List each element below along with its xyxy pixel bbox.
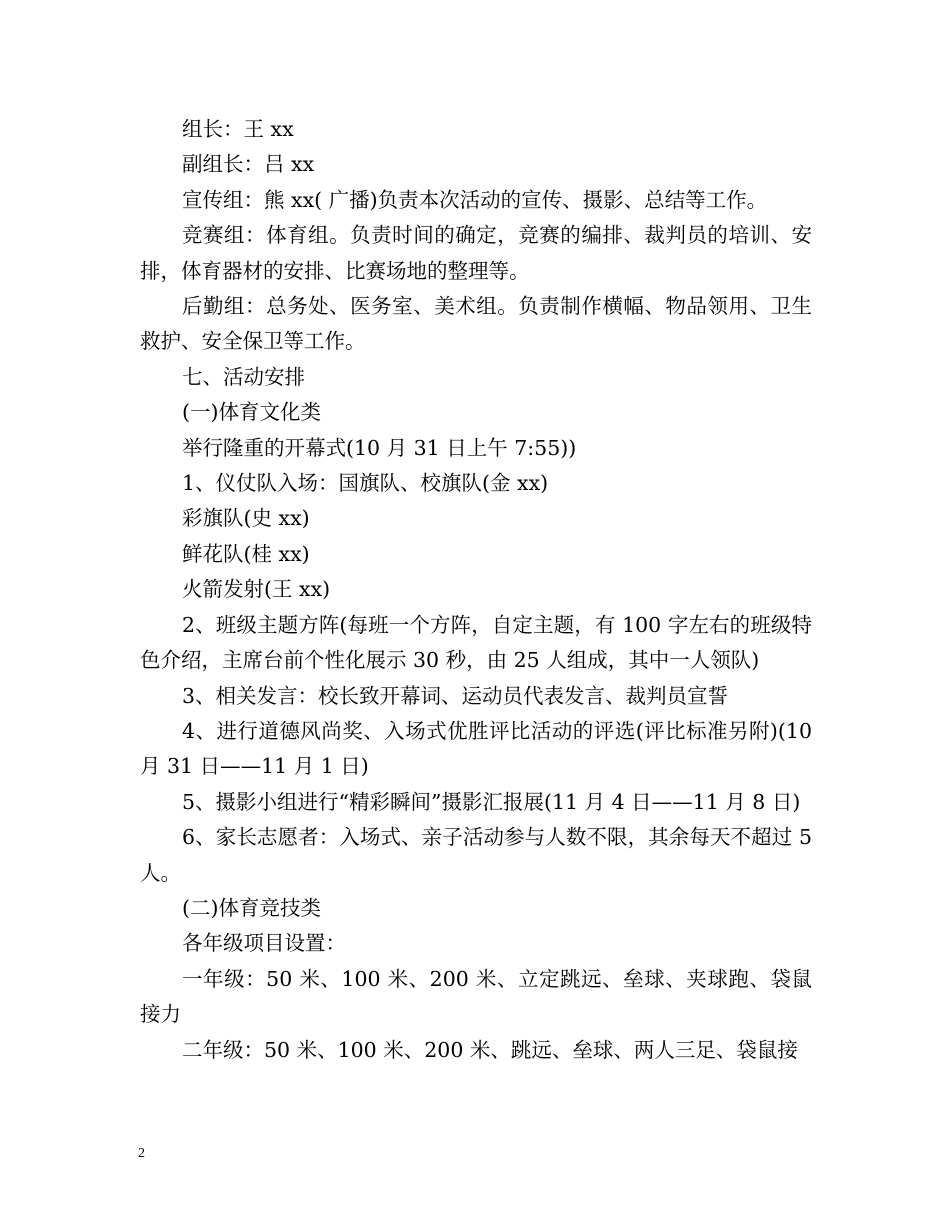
paragraph-honor-guard: 1、仪仗队入场：国旗队、校旗队(金 xx): [182, 471, 549, 496]
document-body: [140, 112, 812, 1068]
paragraph-parent-volunteers: 6、家长志愿者：入场式、亲子活动参与人数不限，其余每天不超过 5 人。: [140, 825, 812, 885]
paragraph-competition-group: 竞赛组：体育组。负责时间的确定，竞赛的编排、裁判员的培训、安排，体育器材的安排、比赛场地的整理等。: [140, 223, 812, 283]
paragraph-awards-selection: 4、进行道德风尚奖、入场式优胜评比活动的评选(评比标准另附)(10 月 31 日——11 月 1 日): [140, 718, 812, 779]
paragraph-grade-one-events: 一年级：50 米、100 米、200 米、立定跳远、垒球、夹球跑、袋鼠接力: [140, 966, 812, 1027]
paragraph-speeches: 3、相关发言：校长致开幕词、运动员代表发言、裁判员宣誓: [182, 683, 729, 708]
subsection-heading-sports-culture: (一)体育文化类: [182, 400, 321, 425]
paragraph-grade-events-intro: 各年级项目设置：: [182, 931, 346, 956]
paragraph-deputy-leader: 副组长：吕 xx: [182, 152, 315, 177]
paragraph-rocket-launch: 火箭发射(王 xx): [182, 577, 331, 602]
paragraph-class-formation: 2、班级主题方阵(每班一个方阵，自定主题，有 100 字左右的班级特色介绍，主席台前个性化展示 30 秒，由 25 人组成，其中一人领队): [140, 612, 812, 673]
paragraph-publicity-group: 宣传组：熊 xx( 广播)负责本次活动的宣传、摄影、总结等工作。: [182, 187, 768, 212]
paragraph-flower-team: 鲜花队(桂 xx): [182, 541, 310, 566]
paragraph-photo-exhibition: 5、摄影小组进行“精彩瞬间”摄影汇报展(11 月 4 日——11 月 8 日): [182, 789, 801, 814]
paragraph-opening-ceremony: 举行隆重的开幕式(10 月 31 日上午 7:55)): [182, 435, 577, 460]
section-heading-activity-arrangement: 七、活动安排: [182, 364, 305, 389]
paragraph-grade-two-events: 二年级：50 米、100 米、200 米、跳远、垒球、两人三足、袋鼠接: [182, 1037, 798, 1062]
paragraph-team-leader: 组长：王 xx: [182, 117, 294, 141]
subsection-heading-sports-competition: (二)体育竞技类: [182, 895, 321, 920]
paragraph-flag-team: 彩旗队(史 xx): [182, 506, 310, 531]
page-number: 2: [138, 1146, 145, 1161]
paragraph-logistics-group: 后勤组：总务处、医务室、美术组。负责制作横幅、物品领用、卫生救护、安全保卫等工作。: [140, 294, 812, 354]
